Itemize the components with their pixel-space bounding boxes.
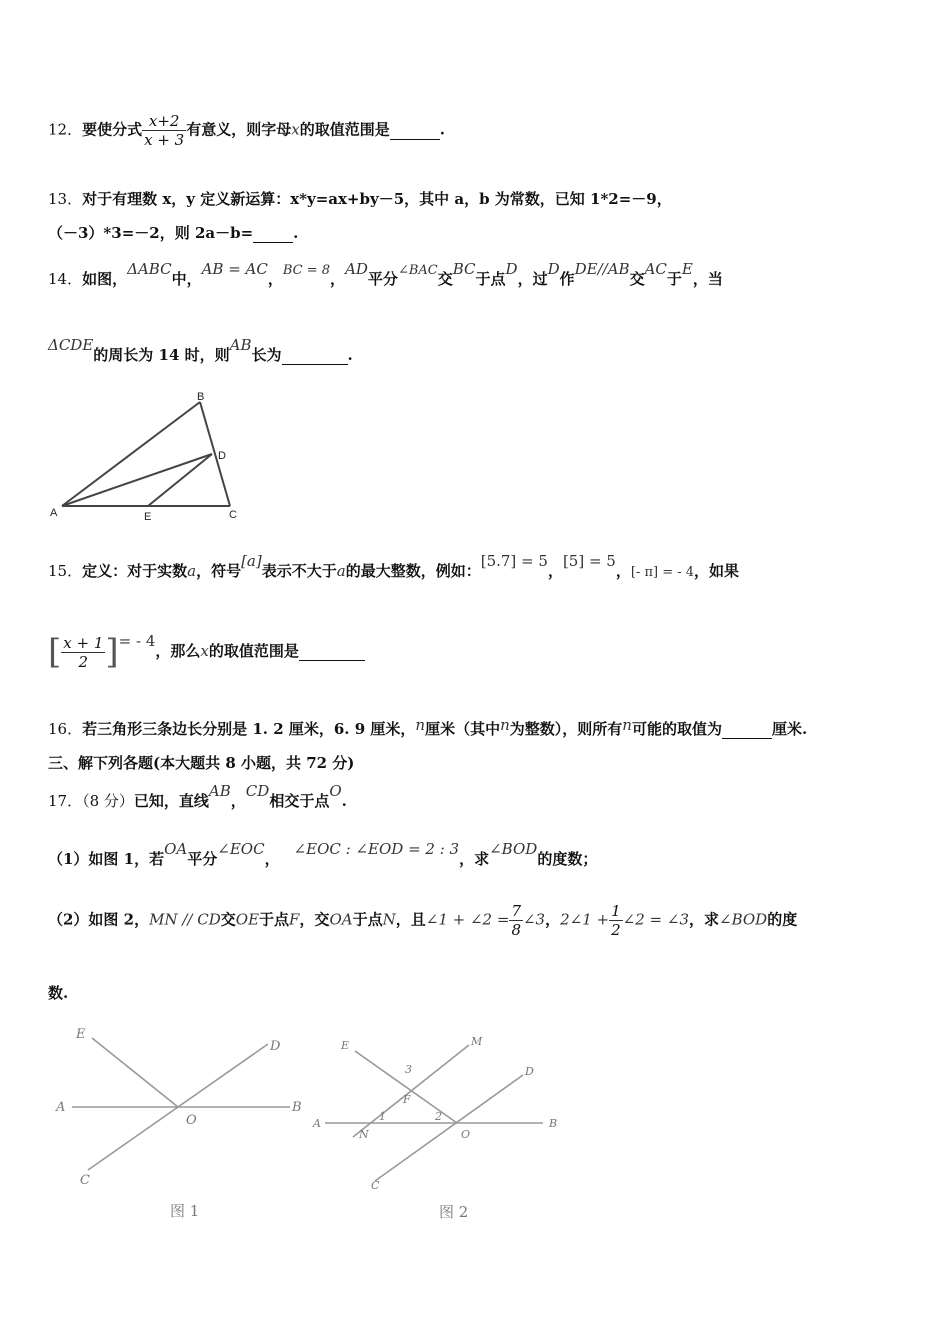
q17-p2-text: ， (545, 910, 561, 929)
q14-math: D (547, 260, 560, 278)
label-o: O (186, 1113, 197, 1128)
q14-answer-blank[interactable] (282, 346, 348, 365)
q14-text: ， (330, 270, 346, 288)
frac-num: 1 (611, 902, 621, 920)
q17-text: ， (230, 792, 246, 810)
q15-math: x (200, 642, 209, 660)
label-a: A (313, 1117, 321, 1130)
q13-line-2-text: （－3）*3=－2，则 2a－b= (48, 224, 254, 242)
line-cd (375, 1075, 523, 1181)
q12-answer-blank[interactable] (390, 121, 440, 140)
q15-math: [a] (241, 552, 262, 570)
q17-p2-math: MN // CD (149, 910, 221, 929)
q15-math: [5.7] = 5 (480, 552, 548, 570)
q14-math: D (505, 260, 518, 278)
q16-answer-blank[interactable] (722, 720, 772, 739)
bracket-open: [ (48, 632, 62, 672)
q17-p2-text: ，交 (299, 910, 330, 929)
q16-text: 可能的取值为 (631, 720, 722, 738)
section-3-title: 三、解下列各题(本大题共 8 小题，共 72 分) (48, 754, 355, 772)
question-14 (48, 260, 723, 289)
q14-text: 交 (437, 270, 453, 288)
q17-p2-text: 交 (220, 910, 236, 929)
question-15 (48, 552, 740, 581)
q17-p2-text: 数. (48, 984, 69, 1002)
q17-p1-text: 的度数； (537, 850, 598, 868)
q17-fraction-7-8 (509, 902, 523, 939)
q16-text: 厘米（其中 (425, 720, 501, 738)
question-17-part-2 (48, 902, 797, 939)
question-14-line-2 (48, 336, 353, 365)
q17-p2-math: ∠1 + ∠2 = (425, 910, 510, 929)
label-c: C (229, 509, 237, 521)
label-e: E (144, 511, 152, 523)
q15-answer-blank[interactable] (299, 642, 365, 661)
q14-math: AB (229, 336, 252, 354)
q14-math: AD (345, 260, 368, 278)
q15-text: 的最大整数，例如： (345, 562, 481, 580)
q16-math: n (622, 716, 632, 734)
q17-p1-math: OA (164, 840, 188, 858)
label-e: E (76, 1027, 86, 1042)
frac-num: 7 (511, 902, 521, 920)
label-d: D (218, 450, 226, 462)
q14-text: 中， (171, 270, 202, 288)
q16-math: n (500, 716, 510, 734)
q14-end: . (347, 346, 353, 364)
question-17-part-2-line-2 (48, 982, 68, 1003)
segment-ad (62, 454, 212, 506)
q13-answer-blank[interactable] (253, 224, 293, 243)
section-3-heading (48, 752, 354, 773)
label-d: D (270, 1039, 281, 1054)
q17-p2-math: N (382, 910, 396, 929)
q15-text: ，如果 (694, 562, 740, 580)
question-12 (48, 112, 445, 149)
label-n: N (359, 1128, 369, 1141)
label-b: B (292, 1100, 302, 1115)
q17-math: AB (208, 782, 231, 800)
q15-math: a (187, 562, 197, 580)
q17-p2-text: 于点 (259, 910, 290, 929)
label-2: 2 (435, 1110, 442, 1123)
q14-triangle-figure (40, 388, 250, 528)
question-16 (48, 718, 807, 739)
q17-figure-2 (305, 1025, 575, 1225)
q13-line-1: 对于有理数 x，y 定义新运算：x*y=ax+by－5，其中 a，b 为常数，已知 1*2=－9， (82, 190, 672, 208)
segment-ab (62, 402, 200, 506)
q14-text: 作 (559, 270, 575, 288)
q17-p1-text: 平分 (187, 850, 218, 868)
q17-p2-math: ∠3 (522, 910, 546, 929)
q14-math: BC (452, 260, 476, 278)
question-13-line-2 (48, 222, 298, 243)
label-a: A (50, 507, 58, 519)
q15-frac-den: 2 (78, 652, 89, 671)
q17-p1-text: ， (264, 850, 280, 868)
q15-math: [- π] = - 4 (630, 565, 695, 580)
q12-text: 要使分式 (82, 120, 143, 139)
q15-frac-num: x + 1 (63, 633, 104, 652)
label-b: B (549, 1117, 558, 1130)
q15-math: = - 4 (118, 632, 156, 650)
q14-text: ， (267, 270, 283, 288)
question-17-part-1 (48, 840, 598, 869)
q14-text: 长为 (251, 346, 282, 364)
q14-text: 于点 (475, 270, 506, 288)
q15-math: a (336, 562, 346, 580)
q16-math: n (415, 716, 426, 734)
q12-var: x (291, 120, 300, 139)
q16-text: 厘米. (771, 720, 808, 738)
q12-frac-den: x + 3 (144, 131, 185, 149)
q16-number: 16． (48, 720, 83, 738)
q13-number: 13． (48, 190, 83, 208)
q15-text: ， (615, 562, 631, 580)
q16-text: 为整数），则所有 (509, 720, 623, 738)
q14-text: 平分 (367, 270, 398, 288)
q14-math: ΔABC (127, 260, 172, 278)
question-17 (48, 782, 347, 811)
q17-p2-math: ∠BOD (719, 910, 768, 929)
frac-den: 2 (611, 921, 621, 939)
q12-number: 12． (48, 120, 83, 139)
q12-end: . (439, 120, 445, 139)
q14-text: 于 (666, 270, 682, 288)
label-e: E (341, 1039, 350, 1052)
figure-2-caption: 图 2 (439, 1203, 469, 1221)
q17-p1-text: （1）如图 1，若 (48, 850, 165, 868)
q17-p2-text: （2）如图 2， (48, 910, 150, 929)
q17-end: . (341, 792, 347, 810)
label-o: O (461, 1128, 471, 1141)
q17-p1-math: ∠EOC (217, 840, 265, 858)
q14-math: DE//AB (574, 260, 630, 278)
q17-p2-math: F (289, 910, 300, 929)
q15-text: 的取值范围是 (208, 642, 299, 660)
q14-text: 的周长为 14 时，则 (93, 346, 230, 364)
label-c: C (371, 1179, 380, 1192)
q15-math: [5] = 5 (562, 552, 616, 570)
frac-den: 8 (511, 921, 521, 939)
question-15-line-2 (48, 632, 365, 672)
q15-text: ， (547, 562, 563, 580)
q17-text: 相交于点 (269, 792, 330, 810)
q14-math: E (681, 260, 693, 278)
q17-math: CD (245, 782, 270, 800)
question-13 (48, 188, 672, 209)
q14-text: ，过 (517, 270, 548, 288)
q16-text: 若三角形三条边长分别是 1. 2 厘米，6. 9 厘米， (82, 720, 416, 738)
q14-text: 如图， (82, 270, 128, 288)
q17-p2-math: ∠2 = ∠3 (622, 910, 689, 929)
label-d: D (525, 1065, 534, 1078)
segment-de (148, 454, 212, 506)
q17-score: （8 分） (82, 792, 134, 810)
q17-p1-text: ，求 (459, 850, 490, 868)
label-m: M (471, 1035, 483, 1048)
q17-p2-text: ，求 (689, 910, 720, 929)
q12-frac-num: x+2 (142, 112, 186, 131)
q17-p2-text: 的度 (767, 910, 798, 929)
q12-text-2: 有意义，则字母 (186, 120, 292, 139)
q15-text: 表示不大于 (261, 562, 337, 580)
q14-text: 交 (629, 270, 645, 288)
q17-p2-text: 于点 (352, 910, 383, 929)
q12-text-3: 的取值范围是 (299, 120, 390, 139)
q17-figure-1 (50, 1020, 320, 1230)
q14-number: 14． (48, 270, 83, 288)
q13-end: . (293, 224, 299, 242)
label-1: 1 (379, 1110, 386, 1123)
q15-fraction (61, 634, 105, 671)
q17-p1-math: ∠BOD (489, 840, 538, 858)
q15-text: ，那么 (155, 642, 201, 660)
q17-text: 已知，直线 (133, 792, 209, 810)
q17-number: 17． (48, 792, 83, 810)
q17-fraction-1-2 (609, 902, 623, 939)
q17-p2-math: OE (235, 910, 260, 929)
q12-fraction (142, 112, 186, 149)
figure-1-caption: 图 1 (170, 1202, 200, 1220)
q14-math: AB = AC (201, 260, 268, 278)
q17-math: O (329, 782, 342, 800)
label-f: F (403, 1093, 411, 1106)
label-c: C (80, 1173, 90, 1188)
label-b: B (197, 391, 205, 403)
q14-math: ΔCDE (48, 336, 94, 354)
q14-math: ∠BAC (397, 263, 438, 278)
q17-p1-math: ∠EOC : ∠EOD = 2 : 3 (293, 840, 460, 858)
q14-math: BC = 8 (282, 263, 331, 278)
ray-oe (92, 1038, 178, 1107)
q17-p2-math: OA (329, 910, 353, 929)
q14-math: AC (644, 260, 667, 278)
q14-text: ，当 (692, 270, 723, 288)
q17-p2-math: 2∠1 + (560, 910, 610, 929)
q15-text: ，符号 (196, 562, 242, 580)
q15-number: 15． (48, 562, 83, 580)
label-3: 3 (405, 1063, 412, 1076)
q15-text: 定义：对于实数 (82, 562, 188, 580)
bracket-close: ] (105, 632, 119, 672)
q17-p2-text: ，且 (395, 910, 426, 929)
label-a: A (56, 1100, 66, 1115)
